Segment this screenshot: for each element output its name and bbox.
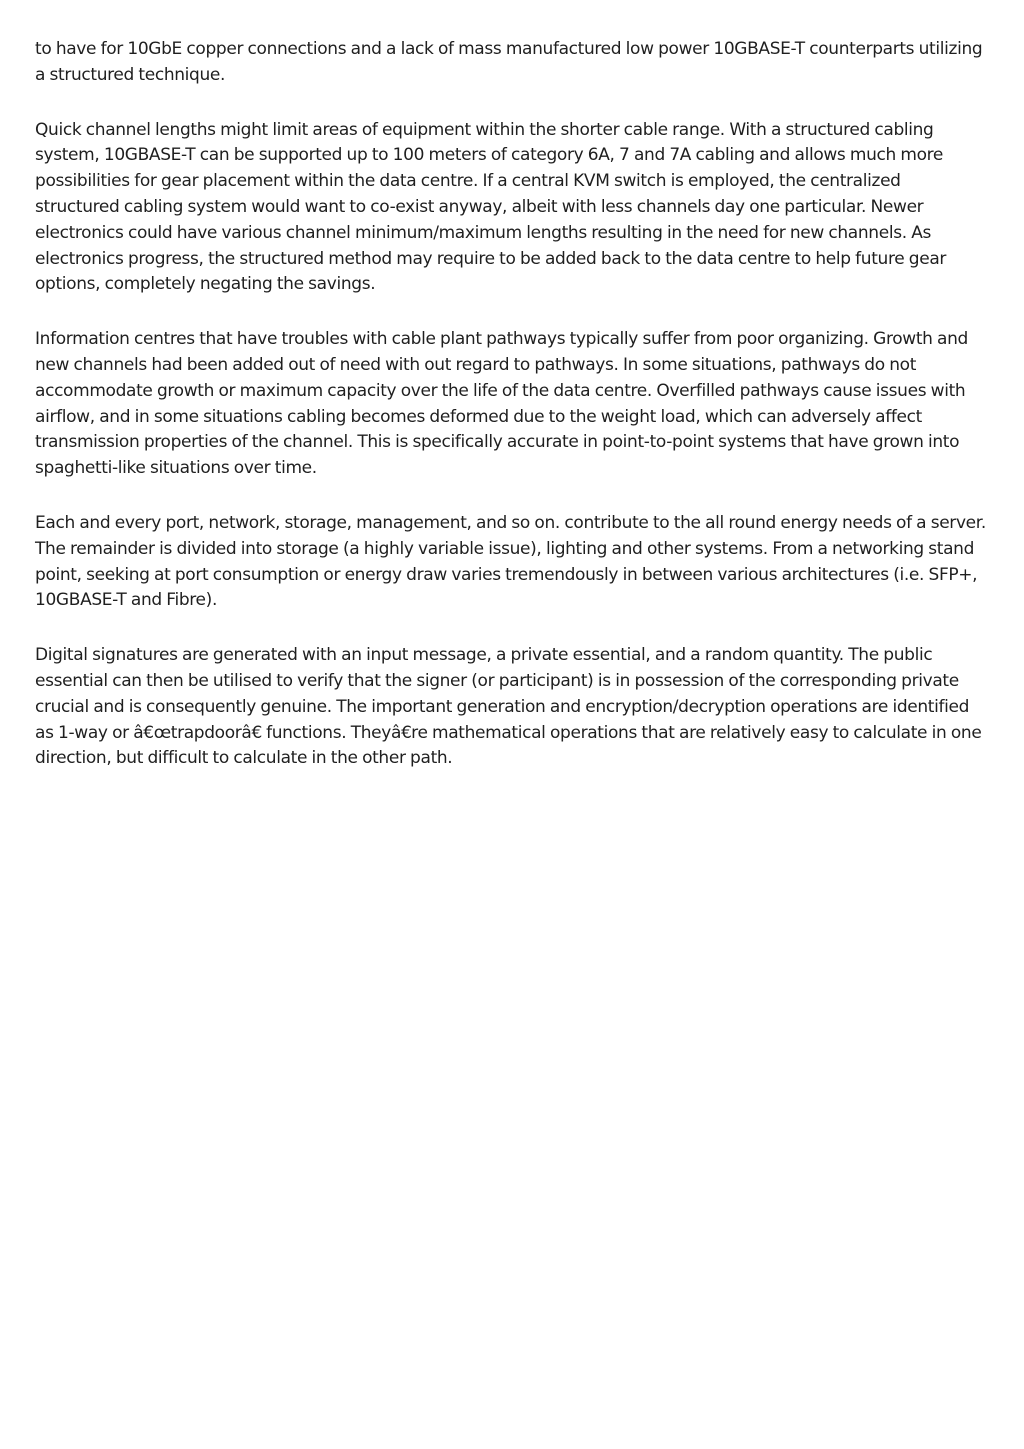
paragraph-4: Each and every port, network, storage, management, and so on. contribute to the all round energy needs of a server. The remainder is divided into storage (a highly variable issue), lighting and other systems. From a networking stand point, seeking at port consumption or energy draw varies tremendously in between various architectures (i.e. SFP+, 10GBASE-T and Fibre). [35, 512, 986, 611]
paragraph-3: Information centres that have troubles with cable plant pathways typically suffer from poor organizing. Growth and new channels had been added out of need with out regard to pathways. In some situations, pathways do not accommodate growth or maximum capacity over the life of the data centre. Overfilled pathways cause issues with airflow, and in some situations cabling becomes deformed due to the weight load, which can adversely affect transmission properties of the channel. This is specifically accurate in point-to-point systems that have grown into spaghetti-like situations over time. [35, 329, 968, 479]
document-page [35, 37, 987, 772]
paragraph-5: Digital signatures are generated with an input message, a private essential, and a random quantity. The public essential can then be utilised to verify that the signer (or participant) is in possession of the corresponding private crucial and is consequently genuine. The important generation and encryption/decryption operations are identified as 1-way or â€œtrapdoorâ€ functions. Theyâ€re mathematical operations that are relatively easy to calculate in one direction, but difficult to calculate in the other path. [35, 645, 982, 769]
paragraph-1: to have for 10GbE copper connections and a lack of mass manufactured low power 10GBASE-T counterparts utilizing a structured technique. [35, 39, 983, 85]
paragraph-2: Quick channel lengths might limit areas of equipment within the shorter cable range. With a structured cabling system, 10GBASE-T can be supported up to 100 meters of category 6A, 7 and 7A cabling and allows much more possibilities for gear placement within the data centre. If a central KVM switch is employed, the centralized structured cabling system would want to co-exist anyway, albeit with less channels day one particular. Newer electronics could have various channel minimum/maximum lengths resulting in the need for new channels. As electronics progress, the structured method may require to be added back to the data centre to help future gear options, completely negating the savings. [35, 119, 947, 295]
